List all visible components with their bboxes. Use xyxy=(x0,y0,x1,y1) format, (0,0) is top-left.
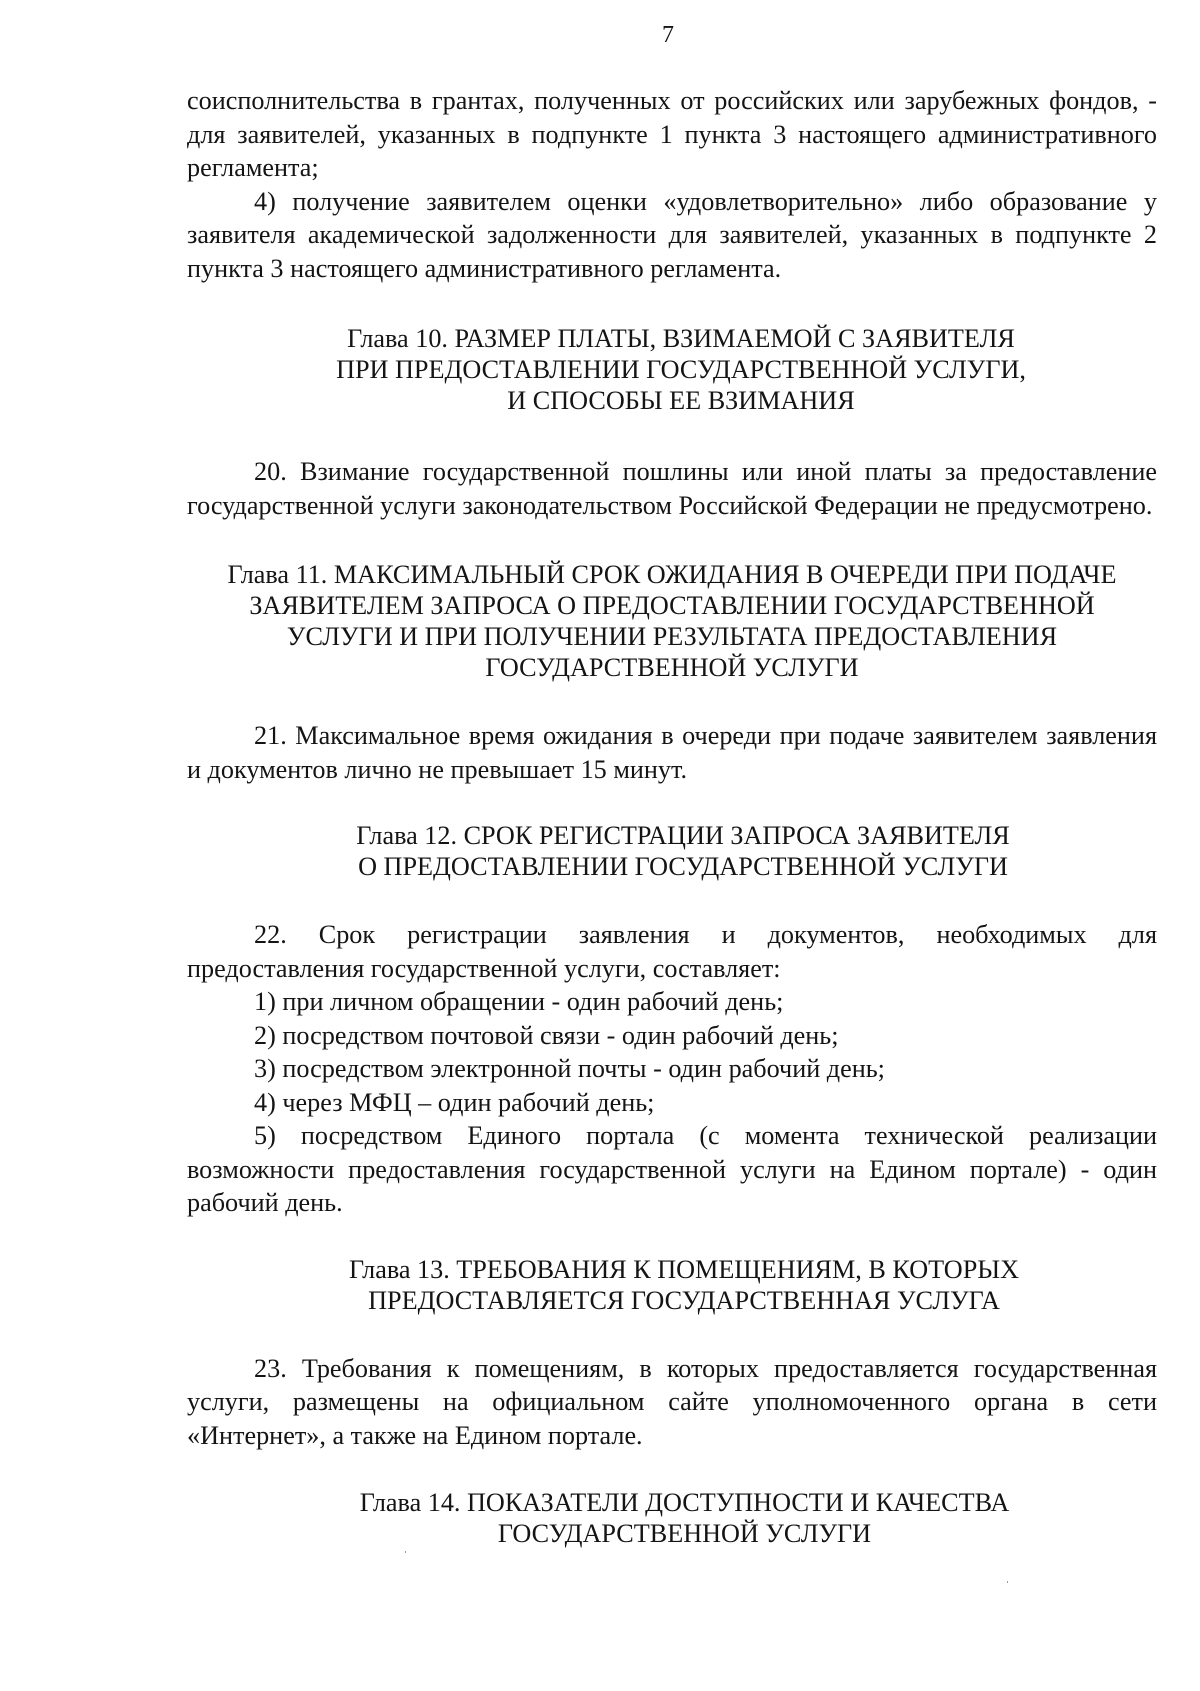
chapter-11-heading-line: ГОСУДАРСТВЕННОЙ УСЛУГИ xyxy=(485,653,859,682)
page-number: 7 xyxy=(662,22,674,48)
paragraph-23: 23. Требования к помещениям, в которых предоставляется государственная услуги, размещены на официальном сайте уполномоченного органа в сети «Интернет», а также на Едином портале. xyxy=(187,1353,1157,1450)
list-item: 3) посредством электронной почты - один рабочий день; xyxy=(254,1054,885,1083)
chapter-13-heading-line: Глава 13. ТРЕБОВАНИЯ К ПОМЕЩЕНИЯМ, В КОТОРЫХ xyxy=(348,1254,1020,1284)
chapter-11-heading xyxy=(187,559,1157,683)
chapter-10-heading-line: Глава 10. РАЗМЕР ПЛАТЫ, ВЗИМАЕМОЙ С ЗАЯВИТЕЛЯ xyxy=(347,324,1015,353)
list-item: 1) при личном обращении - один рабочий день; xyxy=(254,987,784,1016)
paragraph-20: 20. Взимание государственной пошлины или иной платы за предоставление государственной услуги законодательством Российской Федерации не предусмотрено. xyxy=(187,457,1157,520)
scan-artifact xyxy=(1007,1581,1008,1583)
list-item: 4) через МФЦ – один рабочий день; xyxy=(254,1087,655,1117)
paragraph-21: 21. Максимальное время ожидания в очереди при подаче заявителем заявления и документов лично не превышает 15 минут. xyxy=(187,721,1157,784)
chapter-11-heading-line: УСЛУГИ И ПРИ ПОЛУЧЕНИИ РЕЗУЛЬТАТА ПРЕДОСТАВЛЕНИЯ xyxy=(286,622,1058,651)
list-item: 2) посредством почтовой связи - один рабочий день; xyxy=(254,1020,839,1050)
chapter-11-heading-line: Глава 11. МАКСИМАЛЬНЫЙ СРОК ОЖИДАНИЯ В ОЧЕРЕДИ ПРИ ПОДАЧЕ xyxy=(227,560,1117,589)
chapter-13-heading-line: ПРЕДОСТАВЛЯЕТСЯ ГОСУДАРСТВЕННАЯ УСЛУГА xyxy=(368,1285,1000,1315)
chapter-10-heading-line: И СПОСОБЫ ЕЕ ВЗИМАНИЯ xyxy=(507,386,855,415)
chapter-11-heading-line: ЗАЯВИТЕЛЕМ ЗАПРОСА О ПРЕДОСТАВЛЕНИИ ГОСУДАРСТВЕННОЙ xyxy=(249,591,1095,620)
chapter-14-heading-line: ГОСУДАРСТВЕННОЙ УСЛУГИ xyxy=(497,1519,872,1548)
chapter-12-heading-line: Глава 12. СРОК РЕГИСТРАЦИИ ЗАПРОСА ЗАЯВИТЕЛЯ xyxy=(356,821,1010,850)
list-item: 5) посредством Единого портала (с момента технической реализации возможности предоставления государственной услуги на Едином портале) - один рабочий день. xyxy=(187,1121,1157,1217)
chapter-12-heading xyxy=(187,820,1157,882)
continuation-paragraph: соисполнительства в грантах, полученных от российских или зарубежных фондов, - для заявителей, указанных в подпункте 1 пункта 3 настоящего административного регламента; xyxy=(187,86,1157,182)
chapter-13-heading xyxy=(187,1254,1157,1316)
chapter-12-heading-line: О ПРЕДОСТАВЛЕНИИ ГОСУДАРСТВЕННОЙ УСЛУГИ xyxy=(358,852,1008,881)
chapter-10-heading xyxy=(187,323,1157,416)
chapter-10-heading-line: ПРИ ПРЕДОСТАВЛЕНИИ ГОСУДАРСТВЕННОЙ УСЛУГИ, xyxy=(336,355,1026,384)
document-body xyxy=(187,84,1157,1549)
chapter-14-heading xyxy=(187,1487,1157,1549)
chapter-14-heading-line: Глава 14. ПОКАЗАТЕЛИ ДОСТУПНОСТИ И КАЧЕСТВА xyxy=(359,1488,1010,1517)
scan-artifact xyxy=(405,1551,406,1553)
paragraph-22: 22. Срок регистрации заявления и документов, необходимых для предоставления государственной услуги, составляет: xyxy=(187,920,1157,983)
list-item-4: 4) получение заявителем оценки «удовлетворительно» либо образование у заявителя академической задолженности для заявителей, указанных в подпункте 2 пункта 3 настоящего административного регламента. xyxy=(187,186,1157,283)
